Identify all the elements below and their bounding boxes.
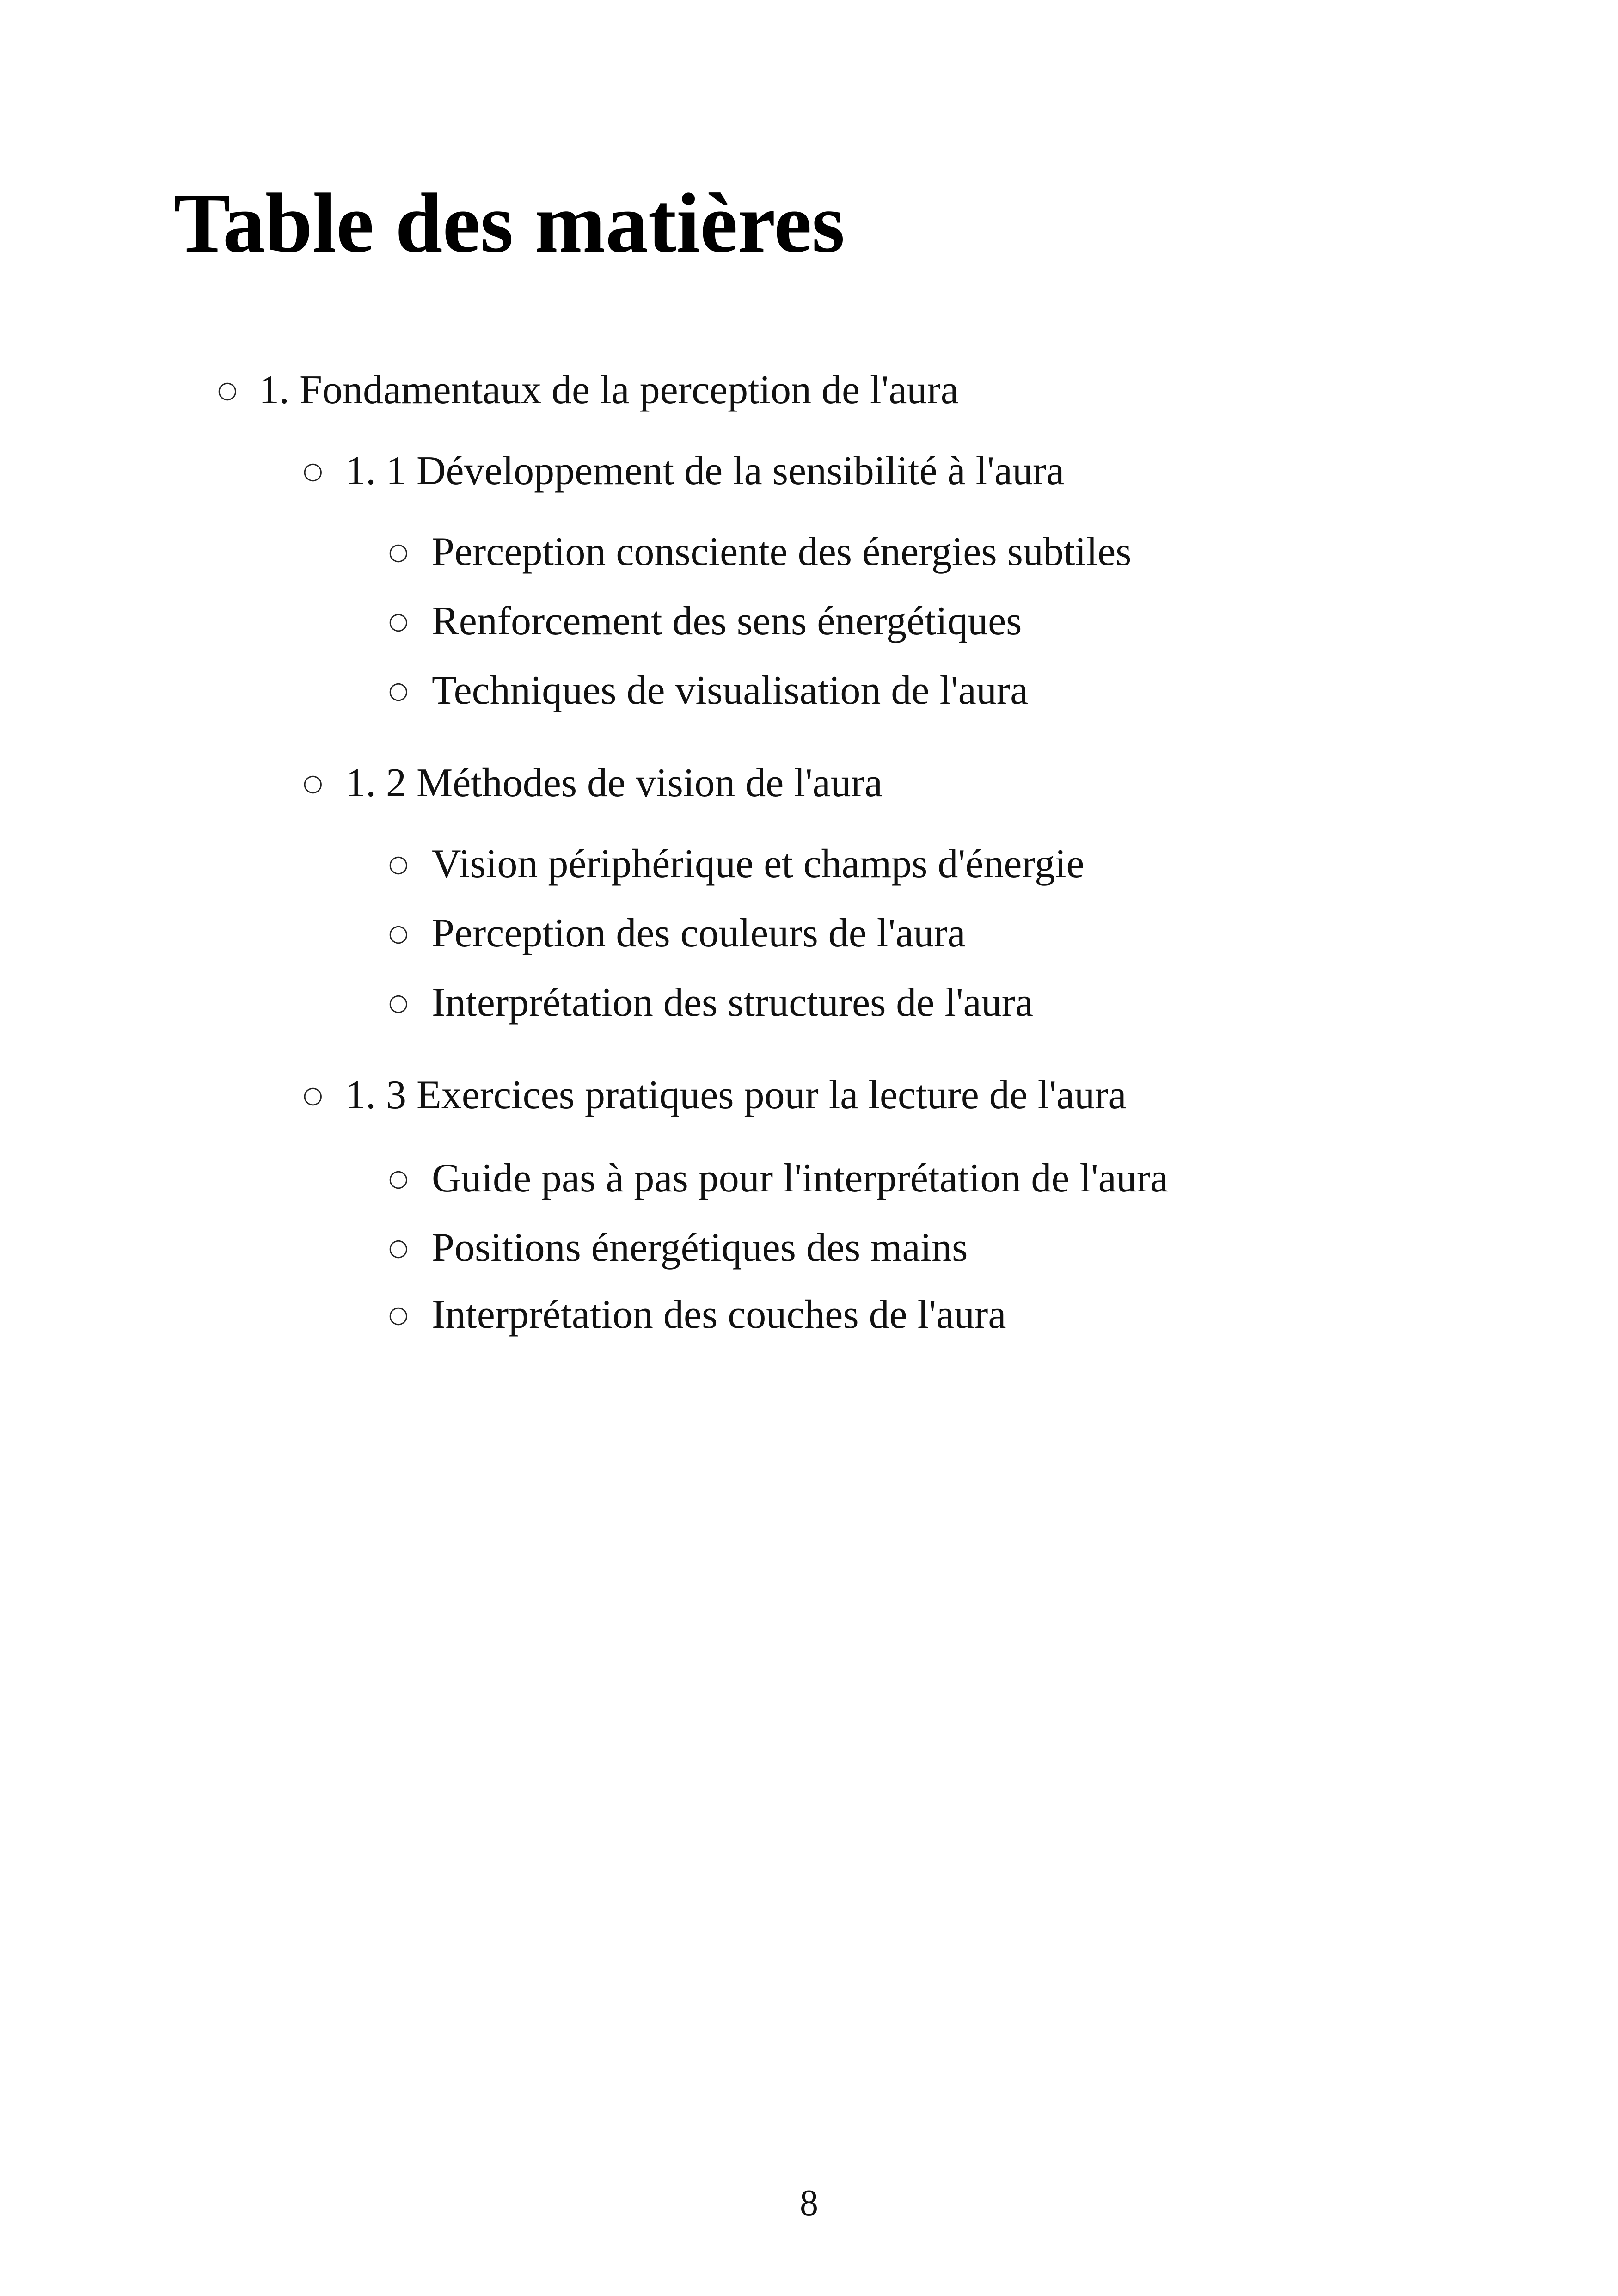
toc-entry-section-1-1[interactable] (303, 448, 1065, 493)
toc-entry-label: Interprétation des couches de l'aura (432, 1292, 1006, 1337)
toc-entry-subsection[interactable] (388, 913, 966, 954)
toc-entry-subsection[interactable] (388, 982, 1033, 1023)
toc-entry-chapter-1[interactable] (217, 370, 959, 411)
bullet-icon: ○ (388, 1301, 409, 1328)
bullet-icon: ○ (303, 769, 323, 796)
toc-entry-subsection[interactable] (388, 601, 1022, 642)
bullet-icon: ○ (388, 677, 409, 704)
bullet-icon: ○ (388, 608, 409, 634)
bullet-icon: ○ (303, 457, 323, 484)
toc-entry-label: Vision périphérique et champs d'énergie (432, 841, 1085, 886)
bullet-icon: ○ (217, 376, 238, 403)
toc-entry-label: 1. 3 Exercices pratiques pour la lecture de l'aura (345, 1073, 1127, 1117)
bullet-icon: ○ (388, 1234, 409, 1261)
toc-entry-label: Guide pas à pas pour l'interprétation de l'aura (432, 1156, 1169, 1201)
toc-entry-subsection[interactable] (388, 529, 1132, 574)
toc-entry-subsection[interactable] (388, 1292, 1006, 1337)
toc-entry-subsection[interactable] (388, 670, 1028, 711)
toc-entry-label: Perception des couleurs de l'aura (432, 911, 966, 956)
toc-entry-label: 1. Fondamentaux de la perception de l'aura (259, 368, 959, 412)
toc-entry-section-1-3[interactable] (303, 1075, 1127, 1116)
toc-entry-label: Renforcement des sens énergétiques (432, 599, 1022, 644)
bullet-icon: ○ (388, 538, 409, 565)
toc-entry-label: Interprétation des structures de l'aura (432, 980, 1034, 1025)
toc-entry-subsection[interactable] (388, 841, 1085, 886)
toc-entry-section-1-2[interactable] (303, 763, 883, 804)
page-number: 8 (800, 2183, 818, 2223)
page-title: Table des matières (174, 176, 845, 270)
toc-entry-subsection[interactable] (388, 1158, 1168, 1199)
bullet-icon: ○ (388, 989, 409, 1016)
toc-entry-label: Positions énergétiques des mains (432, 1225, 968, 1270)
bullet-icon: ○ (303, 1081, 323, 1108)
bullet-icon: ○ (388, 920, 409, 946)
bullet-icon: ○ (388, 1165, 409, 1191)
toc-entry-label: 1. 2 Méthodes de vision de l'aura (345, 761, 883, 805)
toc-entry-label: 1. 1 Développement de la sensibilité à l'aura (345, 448, 1065, 493)
toc-entry-label: Techniques de visualisation de l'aura (432, 668, 1029, 713)
toc-entry-subsection[interactable] (388, 1225, 968, 1270)
toc-entry-label: Perception consciente des énergies subtiles (432, 529, 1132, 574)
bullet-icon: ○ (388, 850, 409, 877)
